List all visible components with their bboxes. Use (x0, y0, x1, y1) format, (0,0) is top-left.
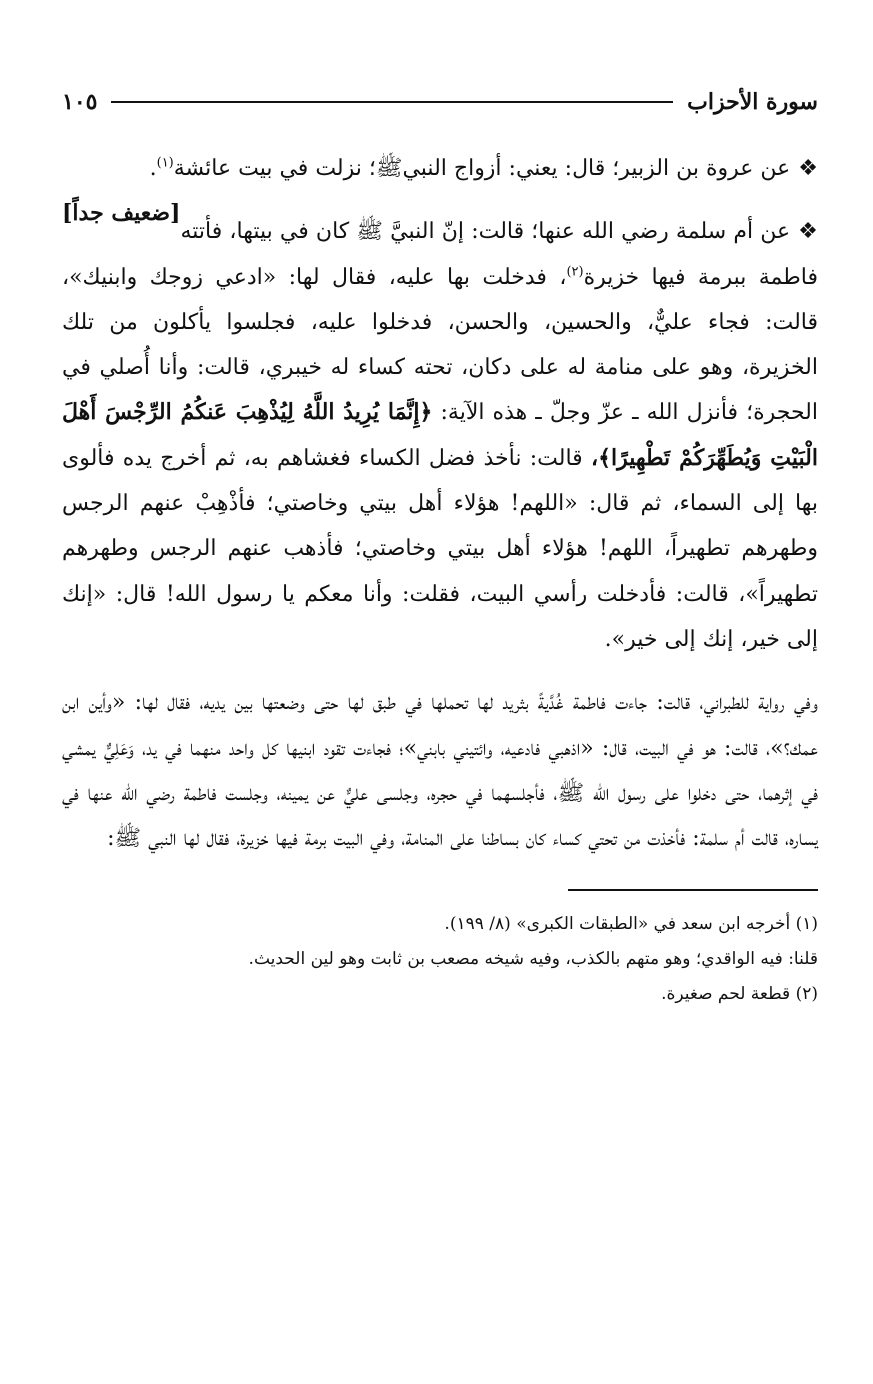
page-header (62, 80, 818, 124)
entry-1-text-line (62, 146, 818, 227)
quran-verse: ﴿إِنَّمَا يُرِيدُ اللَّهُ لِيُذْهِبَ عَنكُمُ الرِّجْسَ أَهْلَ الْبَيْتِ وَيُطَهِّرَكُمْ تَطْهِيرًا﴾، (62, 399, 818, 471)
entry-2-part2: ، فدخلت بها عليه، فقال لها: «ادعي زوجك وابنيك»، قالت: فجاء عليٌّ، والحسين، والحسن، فدخلوا عليه، فجلسوا يأكلون من تلك الخزيرة، وهو على منامة له على دكان، تحته كساء له خيبري، قالت: وأنا أُصلي في الحجرة؛ فأنزل الله ـ عزّ وجلّ ـ هذه الآية: (62, 264, 818, 426)
page-body (62, 146, 818, 861)
entry-1-end: . (149, 156, 157, 181)
footnote-1: (١) أخرجه ابن سعد في «الطبقات الكبرى» (٨/ ١٩٩). (444, 914, 818, 935)
bullet-icon: ❖ (798, 219, 818, 245)
grade-label: [ضعيف جداً] (62, 200, 181, 227)
hadith-entry-2 (62, 209, 818, 662)
hadith-entry-3 (62, 680, 818, 861)
hadith-entry-1 (62, 146, 818, 227)
footnote-ref-2: (٢) (566, 264, 584, 280)
footnote-2: (٢) قطعة لحم صغيرة. (661, 984, 818, 1005)
entry-2-part1: عن أم سلمة رضي الله عنها؛ قالت: إنّ النبيَّ ﷺ كان في بيتها، فأتته فاطمة ببرمة فيها خزيرة (180, 219, 818, 290)
bullet-icon: ❖ (798, 156, 818, 181)
footnote-divider (568, 889, 818, 891)
header-rule (111, 101, 673, 103)
entry-2-text-line (62, 209, 818, 662)
surah-title: سورة الأحزاب (687, 89, 818, 115)
footnote-ref-1: (١) (156, 155, 174, 171)
entry-3-text: وفي رواية للطبراني، قالت: جاءت فاطمة غُدَّيةً بثريد لها تحملها في طبق لها حتى وضعتها بين يديه، فقال لها: «وأين ابن عمك؟»، قالت: هو في البيت، قال: «اذهبي فادعيه، وائتيني بابني»؛ فجاءت تقود ابنيها كل واحد منهما في يد، وَعَلِيٌّ يمشي في إثرهما، حتى دخلوا على رسول الله ﷺ، فأجلسهما في حجره، وجلسى عليٌّ عن يمينه، وجلست فاطمة رضي الله عنها في يساره، قالت أم سلمة: فأخذت من تحتي كساء كان بساطنا على المنامة، وفي البيت برمة فيها خزيرة، فقال لها النبي ﷺ: (62, 690, 819, 852)
entry-2-part3: قالت: نأخذ فضل الكساء فغشاهم به، ثم أخرج يده فألوى بها إلى السماء، ثم قال: «اللهم! هؤلاء أهل بيتي وخاصتي؛ فأذْهِبْ عنهم الرجس وطهرهم تطهيراً، اللهم! هؤلاء أهل بيتي وخاصتي؛ فأذهب عنهم الرجس وطهرهم تطهيراً»، قالت: فأدخلت رأسي البيت، فقلت: وأنا معكم يا رسول الله! قال: «إنك إلى خير، إنك إلى خير». (62, 445, 818, 652)
footnote-1-comment: قلنا: فيه الواقدي؛ وهو متهم بالكذب، وفيه شيخه مصعب بن ثابت وهو لين الحديث. (248, 949, 818, 970)
page-number: ١٠٥ (62, 89, 98, 115)
footnotes (62, 909, 818, 1010)
book-page (62, 80, 818, 1014)
entry-1-text: عن عروة بن الزبير؛ قال: يعني: أزواج النبيﷺ؛ نزلت في بيت عائشة (173, 156, 791, 181)
